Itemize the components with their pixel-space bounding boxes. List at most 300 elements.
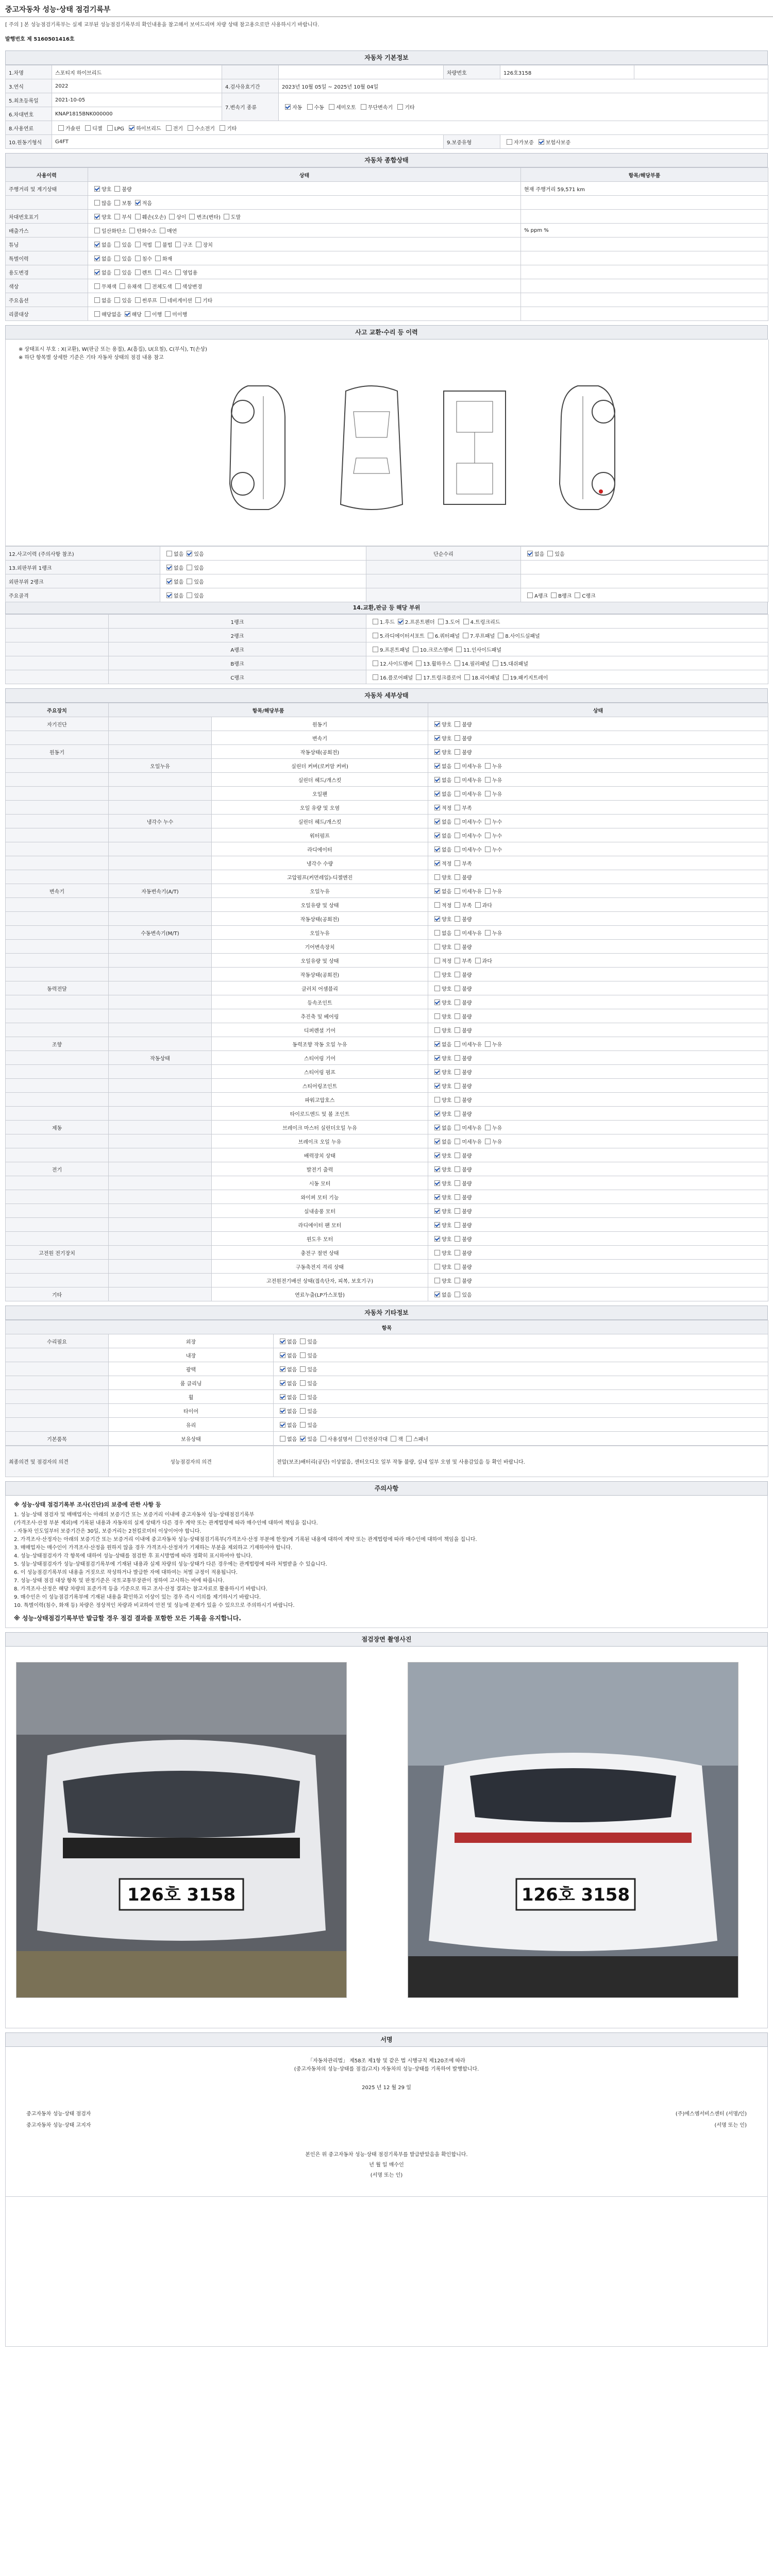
detail-group — [6, 1218, 109, 1232]
overall-item: 색상 — [6, 279, 88, 293]
accident-item-2 — [366, 588, 521, 602]
detail-subgroup — [109, 1121, 212, 1134]
checkbox-icon — [485, 763, 491, 769]
other-header: 항목 — [6, 1320, 768, 1334]
checkbox-icon — [361, 104, 366, 110]
caution-footer: ※ 성능·상태점검기록부만 발급할 경우 점검 결과를 포함한 모든 기록을 유지합니다. — [14, 1615, 241, 1622]
car-top-front-icon — [325, 381, 418, 515]
accident-history-table — [5, 546, 768, 602]
detail-options — [428, 884, 768, 898]
detail-row — [6, 1218, 768, 1232]
option-label: 양호 — [442, 736, 452, 742]
detail-part: 오일누유 — [212, 884, 428, 898]
detail-part: 시동 모터 — [212, 1176, 428, 1190]
detail-subgroup — [109, 1274, 212, 1287]
detail-row — [6, 995, 768, 1009]
checkbox-icon — [434, 1208, 440, 1214]
option-label: 미이행 — [172, 312, 188, 318]
checkbox-icon — [455, 749, 460, 755]
checkbox-icon — [135, 269, 141, 275]
option-label: 이행 — [152, 312, 162, 318]
option-label: 양호 — [102, 214, 112, 221]
checkbox-icon — [114, 297, 120, 303]
detail-options — [428, 940, 768, 954]
checkbox-icon — [114, 242, 120, 247]
checkbox-icon — [455, 805, 460, 810]
checkbox-icon — [107, 125, 113, 131]
checkbox-icon — [416, 660, 422, 666]
first-reg-value: 2021-10-05 — [52, 93, 222, 107]
other-options — [274, 1418, 768, 1432]
overall-extra — [521, 307, 768, 321]
detail-part: 동력조향 작동 오일 누유 — [212, 1037, 428, 1051]
overall-options — [88, 196, 521, 210]
checkbox-icon — [434, 986, 440, 991]
opinion-value: 전압(보조)배터리(공단) 이상없음, 센터오디오 일부 작동 불량, 실내 일부 오염 및 사용감있음 등 확인 바랍니다. — [274, 1446, 768, 1477]
detail-subgroup — [109, 1107, 212, 1121]
other-row — [6, 1348, 768, 1362]
checkbox-icon — [551, 592, 557, 598]
accident-options-2 — [521, 588, 768, 602]
checkbox-icon — [455, 860, 460, 866]
option-label: 적정 — [442, 958, 452, 964]
section-other-title: 자동차 기타정보 — [5, 1306, 768, 1320]
checkbox-icon — [175, 242, 181, 247]
checkbox-icon — [224, 214, 229, 219]
checkbox-icon — [300, 1366, 306, 1372]
option-label: 누유 — [492, 930, 502, 937]
inspector-sign: (주)에스엠서비스센터 (서명/인) — [675, 2111, 747, 2117]
detail-subgroup — [109, 954, 212, 968]
car-name-label: 1.차명 — [6, 65, 52, 79]
checkbox-icon — [145, 283, 150, 289]
detail-row — [6, 1274, 768, 1287]
option-label: 적정 — [442, 903, 452, 909]
detail-options — [428, 1260, 768, 1274]
option-label: 있음 — [462, 1292, 472, 1298]
option-label: 있음 — [554, 551, 565, 557]
parts-options — [366, 629, 768, 642]
option-label: 있음 — [307, 1353, 317, 1359]
checkbox-icon — [434, 1069, 440, 1075]
checkbox-icon — [434, 1250, 440, 1256]
option-label: 양호 — [442, 1236, 452, 1243]
option-label: 양호 — [442, 1000, 452, 1006]
option-label: 무채색 — [102, 284, 116, 290]
checkbox-icon — [434, 846, 440, 852]
checkbox-icon — [434, 749, 440, 755]
option-label: 구조 — [182, 242, 193, 248]
checkbox-icon — [455, 1180, 460, 1186]
option-label: 양호 — [442, 1264, 452, 1270]
detail-row — [6, 1134, 768, 1148]
detail-header-item: 항목/해당부품 — [109, 703, 428, 717]
option-label: 양호 — [442, 1070, 452, 1076]
parts-group-blank — [6, 670, 109, 684]
checkbox-icon — [300, 1338, 306, 1344]
option-label: 매연 — [166, 228, 177, 234]
detail-part: 스티어링 기어 — [212, 1051, 428, 1065]
option-label: 기타 — [202, 298, 213, 304]
detail-group: 변속기 — [6, 884, 109, 898]
accident-item: 12.사고이력 (주의사항 참조) — [6, 547, 160, 561]
checkbox-icon — [135, 214, 141, 219]
fuel-option: 수소전기 — [195, 126, 215, 132]
checkbox-icon — [413, 647, 418, 652]
option-label: 양호 — [442, 1195, 452, 1201]
detail-part: 클러치 어셈블리 — [212, 981, 428, 995]
warranty-label: 9.보증유형 — [444, 135, 500, 149]
detail-row — [6, 815, 768, 828]
detail-subgroup: 수동변속기(M/T) — [109, 926, 212, 940]
detail-part: 고압펌프(커먼레일)-디젤엔진 — [212, 870, 428, 884]
option-label: 양호 — [442, 1223, 452, 1229]
caution-line: 1. 성능·상태 점검자 및 매매업자는 아래의 보증기간 또는 보증거리 이내에 중고자동차 성능·상태점검기록부 — [14, 1512, 255, 1518]
detail-options — [428, 870, 768, 884]
engine-label: 10.원동기형식 — [6, 135, 52, 149]
checkbox-icon — [373, 647, 378, 652]
option-label: 미세누수 — [462, 819, 482, 825]
notifier-label: 중고자동차 성능·상태 고지자 — [26, 2123, 91, 2128]
option-label: A랭크 — [534, 593, 548, 599]
fuel-label: 8.사용연료 — [6, 121, 52, 135]
detail-options — [428, 926, 768, 940]
detail-part: 원동기 — [212, 717, 428, 731]
checkbox-icon — [455, 791, 460, 796]
checkbox-icon — [300, 1394, 306, 1400]
detail-group — [6, 1079, 109, 1093]
option-label: 양호 — [442, 875, 452, 881]
opinion-subject: 성능점검자의 의견 — [109, 1446, 274, 1477]
detail-row — [6, 773, 768, 787]
checkbox-icon — [455, 721, 460, 727]
checkbox-icon — [280, 1380, 285, 1386]
detail-options — [428, 1176, 768, 1190]
checkbox-icon — [455, 735, 460, 741]
overall-item: 주요옵션 — [6, 293, 88, 307]
detail-group: 원동기 — [6, 745, 109, 759]
option-label: 있음 — [122, 270, 132, 276]
document-title: 중고자동차 성능·상태 점검기록부 — [0, 0, 773, 17]
accident-diagram — [5, 340, 769, 546]
detail-options — [428, 968, 768, 981]
detail-group — [6, 828, 109, 842]
checkbox-icon — [434, 1180, 440, 1186]
sign-date: 2025 년 12 월 29 일 — [362, 2085, 411, 2091]
detail-subgroup — [109, 1190, 212, 1204]
checkbox-icon — [455, 1097, 460, 1103]
opinion-table — [5, 1446, 768, 1477]
parts-group-blank — [6, 629, 109, 642]
checkbox-icon — [456, 647, 462, 652]
checkbox-icon — [455, 1222, 460, 1228]
inspection-period-value: 2023년 10월 05일 ~ 2025년 10월 04일 — [279, 79, 768, 93]
caution-line: 9. 매수인은 이 성능점검기록부에 기재된 내용을 확인하고 이상이 있는 경우 즉시 이의를 제기하시기 바랍니다. — [14, 1595, 261, 1600]
accident-row — [6, 574, 768, 588]
detail-subgroup: 작동상태 — [109, 1051, 212, 1065]
option-label: 누유 — [492, 777, 502, 784]
detail-part: 오일팬 — [212, 787, 428, 801]
part-label: 16.플로어패널 — [380, 675, 413, 681]
option-label: 양호 — [442, 1028, 452, 1034]
checkbox-icon — [300, 1380, 306, 1386]
option-label: 불량 — [462, 736, 472, 742]
checkbox-icon — [455, 833, 460, 838]
checkbox-icon — [455, 1027, 460, 1033]
overall-row — [6, 279, 768, 293]
other-row — [6, 1390, 768, 1404]
overall-row — [6, 251, 768, 265]
detail-row — [6, 1204, 768, 1218]
option-label: 있음 — [307, 1422, 317, 1429]
option-label: 없음 — [287, 1422, 297, 1429]
part-label: 18.리어패널 — [472, 675, 500, 681]
parts-group-label: B랭크 — [109, 656, 366, 670]
option-label: 불량 — [462, 986, 472, 992]
caution-notes — [5, 1496, 768, 1628]
parts-group-blank — [6, 642, 109, 656]
option-label: 적정 — [442, 861, 452, 867]
accident-options — [160, 561, 366, 574]
checkbox-icon — [455, 916, 460, 922]
option-label: 불량 — [462, 1236, 472, 1243]
overall-extra — [521, 279, 768, 293]
accident-item: 13.외판부위 1랭크 — [6, 561, 160, 574]
checkbox-icon — [455, 986, 460, 991]
detail-options — [428, 1065, 768, 1079]
option-label: 없음 — [174, 579, 184, 585]
part-label: 5.라디에이터서포트 — [380, 633, 425, 639]
other-options — [274, 1376, 768, 1390]
rear-photo — [408, 1662, 738, 1998]
option-label: 침수 — [142, 256, 152, 262]
parts-row — [6, 615, 768, 629]
option-label: 불량 — [462, 1264, 472, 1270]
option-label: 양호 — [442, 1083, 452, 1090]
part-label: 12.사이드멤버 — [380, 661, 413, 667]
detail-options — [428, 1121, 768, 1134]
detail-subgroup — [109, 1218, 212, 1232]
option-label: 없음 — [442, 847, 452, 853]
other-row — [6, 1418, 768, 1432]
detail-group — [6, 898, 109, 912]
detail-options — [428, 1218, 768, 1232]
detail-row — [6, 1065, 768, 1079]
part-label: 2.프론트펜더 — [405, 619, 435, 625]
checkbox-icon — [455, 944, 460, 950]
detail-subgroup — [109, 1204, 212, 1218]
detail-group — [6, 773, 109, 787]
other-row — [6, 1404, 768, 1418]
checkbox-icon — [300, 1352, 306, 1358]
checkbox-icon — [307, 104, 313, 110]
part-label: 14.필러패널 — [461, 661, 490, 667]
detail-part: 변속기 — [212, 731, 428, 745]
checkbox-icon — [135, 297, 141, 303]
detail-group — [6, 842, 109, 856]
detail-status-table — [5, 703, 768, 1301]
detail-row — [6, 1121, 768, 1134]
detail-part: 충전구 절연 상태 — [212, 1246, 428, 1260]
checkbox-icon — [485, 1125, 491, 1130]
option-label: 있음 — [194, 551, 204, 557]
checkbox-icon — [125, 311, 130, 317]
detail-row — [6, 1023, 768, 1037]
option-label: 없음 — [174, 593, 184, 599]
accident-options — [160, 547, 366, 561]
checkbox-icon — [280, 1408, 285, 1414]
detail-row — [6, 870, 768, 884]
detail-part: 냉각수 수량 — [212, 856, 428, 870]
option-label: 양호 — [442, 1056, 452, 1062]
detail-part: 실린더 커버(로커암 커버) — [212, 759, 428, 773]
overall-extra-value: % ppm % — [524, 227, 549, 233]
detail-part: 오일유량 및 상태 — [212, 954, 428, 968]
detail-options — [428, 1023, 768, 1037]
option-label: 색상변경 — [182, 284, 203, 290]
checkbox-icon — [114, 269, 120, 275]
other-part: 광택 — [109, 1362, 274, 1376]
detail-options — [428, 787, 768, 801]
detail-row — [6, 1009, 768, 1023]
option-label: 불량 — [462, 1250, 472, 1257]
transmission-option: 무단변속기 — [367, 105, 393, 111]
fuel-option: 전기 — [173, 126, 183, 132]
option-label: 누유 — [492, 1139, 502, 1145]
option-label: 양호 — [442, 750, 452, 756]
checkbox-icon — [434, 888, 440, 894]
part-label: 13.휠하우스 — [423, 661, 451, 667]
section-photo-title: 점검장면 촬영사진 — [5, 1632, 768, 1647]
detail-row — [6, 1107, 768, 1121]
detail-group: 자기진단 — [6, 717, 109, 731]
diagram-legend — [19, 346, 207, 362]
checkbox-icon — [455, 1055, 460, 1061]
checkbox-icon — [94, 311, 100, 317]
detail-subgroup — [109, 1148, 212, 1162]
vin-label: 6.차대번호 — [6, 107, 52, 121]
detail-group — [6, 1274, 109, 1287]
option-label: 양호 — [442, 1181, 452, 1187]
checkbox-icon — [94, 269, 100, 275]
checkbox-icon — [434, 1041, 440, 1047]
caution-line: 6. 이 성능점검기록부의 내용을 거짓으로 작성하거나 발급한 자에 대하여는 처벌 규정이 적용됩니다. — [14, 1570, 238, 1575]
part-label: 8.사이드실패널 — [505, 633, 540, 639]
option-label: 불법 — [162, 242, 173, 248]
other-options — [274, 1390, 768, 1404]
detail-row — [6, 787, 768, 801]
parts-group-label: 2랭크 — [109, 629, 366, 642]
caution-heading: ※ 성능·상태 점검기록부 조사(진단)의 보증에 관한 사항 등 — [14, 1501, 161, 1508]
detail-group — [6, 968, 109, 981]
front-plate-text: 126호 3158 — [127, 1885, 236, 1905]
option-label: 있음 — [307, 1339, 317, 1345]
detail-group — [6, 1023, 109, 1037]
accident-item-2: 단순수리 — [366, 547, 521, 561]
checkbox-icon — [94, 297, 100, 303]
checkbox-icon — [527, 592, 533, 598]
detail-group — [6, 1190, 109, 1204]
option-label: 불량 — [462, 1195, 472, 1201]
caution-line: - 자동차 인도일부터 보증기간은 30일, 보증거리는 2천킬로미터 이상이어야 합니다. — [14, 1529, 201, 1534]
detail-part: 기어변속장치 — [212, 940, 428, 954]
checkbox-icon — [85, 125, 91, 131]
opinion-label: 최종의견 및 점검자의 의견 — [6, 1446, 109, 1477]
detail-options — [428, 773, 768, 787]
part-label: 19.패키지트레이 — [510, 675, 548, 681]
checkbox-icon — [166, 565, 172, 570]
overall-row — [6, 238, 768, 251]
option-label: 없음 — [442, 1292, 452, 1298]
detail-options — [428, 1079, 768, 1093]
engine-value: G4FT — [52, 135, 444, 149]
option-label: 없음 — [287, 1381, 297, 1387]
detail-subgroup — [109, 1023, 212, 1037]
detail-row — [6, 926, 768, 940]
option-label: 있음 — [307, 1381, 317, 1387]
detail-subgroup: 오일누유 — [109, 759, 212, 773]
option-label: 양호 — [102, 187, 112, 193]
option-label: 불량 — [462, 1223, 472, 1229]
overall-row — [6, 293, 768, 307]
option-label: 부식 — [122, 214, 132, 221]
option-label: 미세누유 — [462, 930, 482, 937]
option-label: 안전삼각대 — [362, 1436, 388, 1443]
notice-text: [ 주의 ] 본 성능점검기록부는 실제 교부된 성능점검기록부의 확인내용을 참고해서 보여드리며 차량 상태 참고용으로만 사용하시기 바랍니다. — [5, 22, 320, 28]
detail-group — [6, 1065, 109, 1079]
option-label: 불량 — [462, 1111, 472, 1117]
other-options — [274, 1432, 768, 1446]
option-label: 과다 — [482, 903, 492, 909]
option-label: 잭 — [398, 1436, 403, 1443]
inspection-period-label: 4.검사유효기간 — [222, 79, 279, 93]
checkbox-icon — [485, 1041, 491, 1047]
checkbox-icon — [135, 242, 141, 247]
detail-group: 기타 — [6, 1287, 109, 1301]
warranty-option: 자가보증 — [514, 140, 534, 146]
checkbox-icon — [94, 283, 100, 289]
checkbox-icon — [434, 777, 440, 783]
detail-row — [6, 1260, 768, 1274]
detail-subgroup — [109, 773, 212, 787]
checkbox-icon — [455, 1069, 460, 1075]
checkbox-icon — [434, 902, 440, 908]
option-label: 불량 — [462, 1014, 472, 1020]
overall-header-item: 사용이력 — [6, 168, 88, 182]
other-group — [6, 1418, 109, 1432]
car-top-rear-icon — [428, 381, 521, 515]
parts-group-label: A랭크 — [109, 642, 366, 656]
detail-part: 오일 유량 및 오염 — [212, 801, 428, 815]
detail-part: 타이로드엔드 및 볼 조인트 — [212, 1107, 428, 1121]
detail-part: 등속조인트 — [212, 995, 428, 1009]
accident-options-2 — [521, 561, 768, 574]
checkbox-icon — [485, 930, 491, 936]
option-label: 양호 — [442, 1209, 452, 1215]
detail-options — [428, 898, 768, 912]
checkbox-icon — [114, 214, 120, 219]
option-label: 장치 — [203, 242, 213, 248]
detail-part: 스티어링 펌프 — [212, 1065, 428, 1079]
checkbox-icon — [434, 1139, 440, 1144]
detail-options — [428, 745, 768, 759]
accident-item-2 — [366, 561, 521, 574]
detail-group — [6, 1232, 109, 1246]
checkbox-icon — [434, 1055, 440, 1061]
checkbox-icon — [455, 819, 460, 824]
other-part: 내장 — [109, 1348, 274, 1362]
other-row — [6, 1432, 768, 1446]
